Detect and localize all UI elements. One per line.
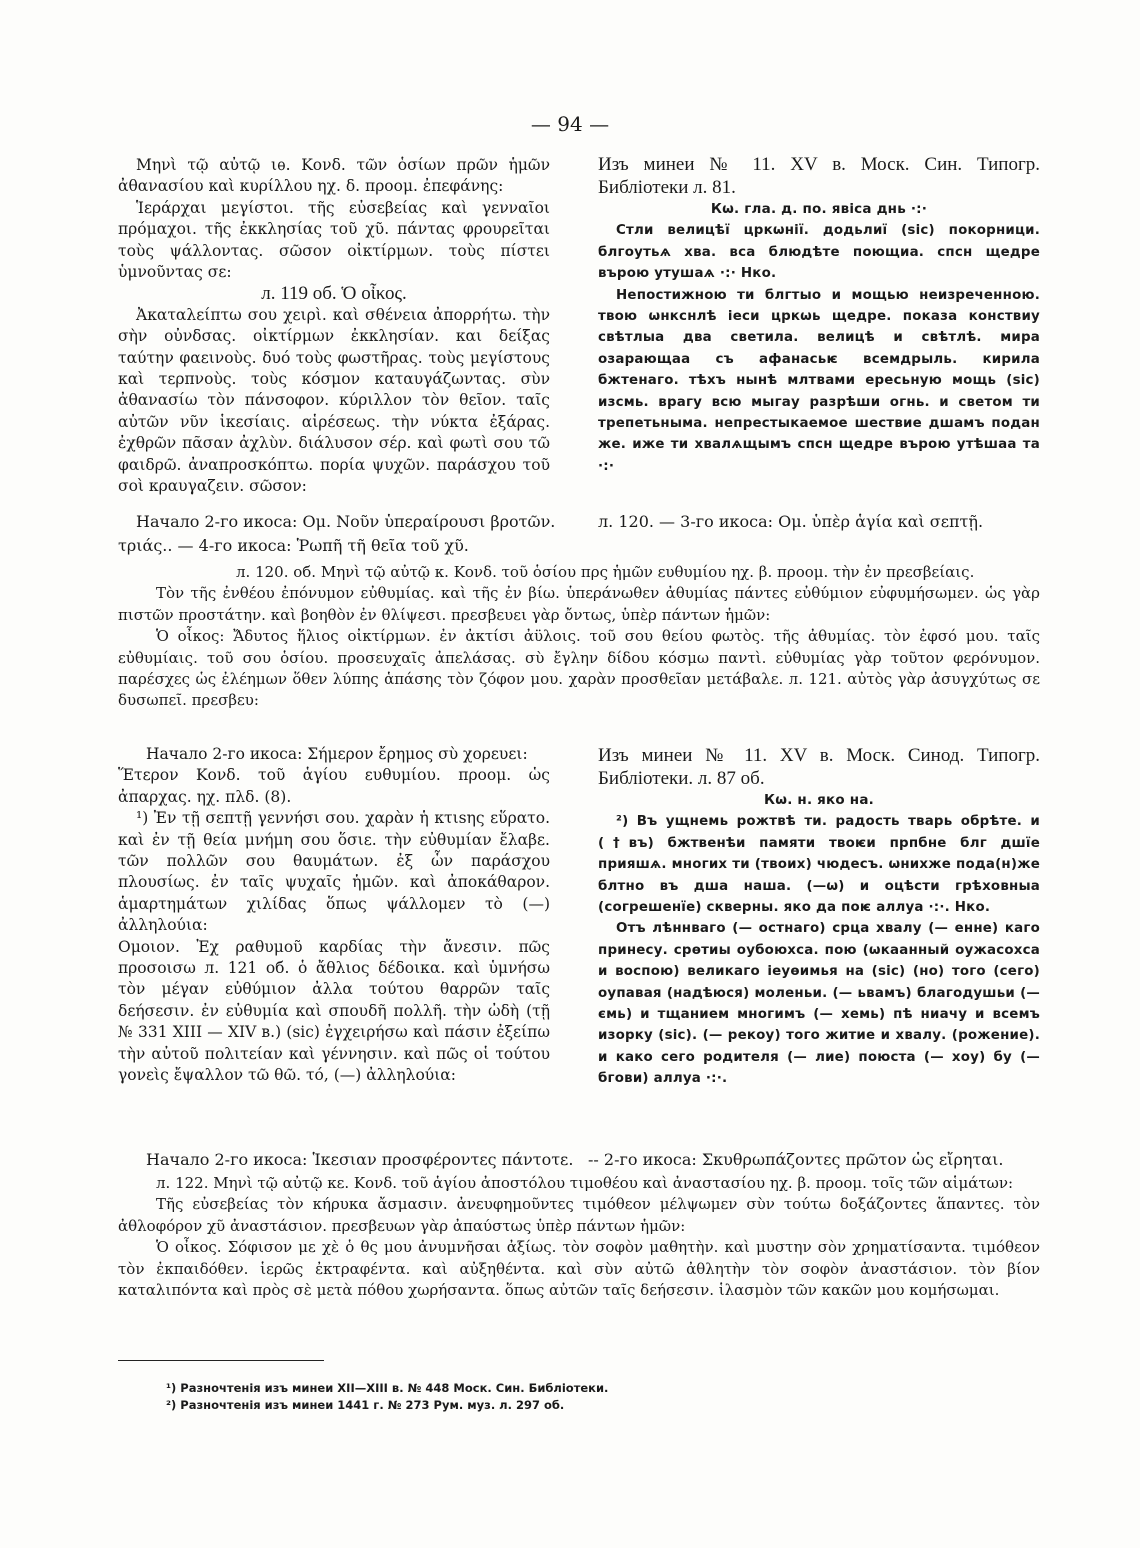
slavonic-ikos-2: Отъ лѣннваго (— остнаго) срца хвалу (— енне) каго принесу. срѳтиы оубоюхса. пою (ѡкаанный оужасохса и воспою) великаго іеуѳимья на (sic) (но) того (сего) оупавая (надѣюся) моленьи. (— ьвамъ) благодушьи (— ємь) и тщанием многимъ (— хемь) пѣ ниачу и всемъ изорку (sic). (— рекоу) того житие и хвалу. (рожение). и како сего родителя (— лие) поюста (— хоу) бу (— бгови) аллуа ·:·.	[598, 921, 1040, 1087]
kontakion-heading: Μηνὶ τῷ αὐτῷ ιѳ. Κονδ. τῶν ὁσίων πρῶν ἡμῶν ἀθανασίου καὶ κυρίλλου ηχ. δ. προομ. ἐπεφάνης:	[118, 156, 550, 196]
timothy-section	[118, 1173, 1040, 1301]
euthymius-kontakion: Τὸν τῆς ἐνθέου ἐπόνυμον εὐθυμίας. καὶ τῆς ἐν βίω. ὑπεράνωθεν ἀθυμίας πάντες εὐθύμιον εὐφυμήσωμεν. ὡς γὰρ πιστῶν προστάτην. καὶ βοηθὸν ἐν θλίψεσι. πρεσβευει γὰρ ὄντως, ὑπὲρ πάντων ἡμῶν:	[118, 584, 1040, 624]
ikos-incipits-row	[118, 512, 1040, 531]
ikos-incipits-row-2	[118, 1150, 1040, 1169]
tone-heading-2: Кѡ. н. яко на.	[764, 792, 874, 808]
footnote-2: ²) Разночтенія изъ минеи 1441 г. № 273 Рум. муз. л. 297 об.	[166, 1398, 565, 1412]
ikos-2-incipit-right: -- 2-го икоса: Σκυθρωπάζοντες πρῶτον ὡς εἴρηται.	[588, 1150, 1004, 1169]
footnotes	[118, 1380, 1018, 1414]
page-number: — 94 —	[530, 112, 610, 136]
slavonic-column-2	[598, 744, 1040, 1090]
other-kontakion-text: ¹) Ἐν τῇ σεπτῇ γεννήσι σου. χαρὰν ἡ κτιsης εὕρατο. καὶ ἐν τῇ θεία μνήμη σου ὅσιε. τὴν εὐθυμίαν ἔλαβε. τῶν πολλῶν σου θαυμάτων. ἐξ ὧν παράσχου πλουσίως. ἐν ταῖς ψυχαῖς ἡμῶν. καὶ ἀποκάθαρον. ἁμαρτημάτων χιλίδας ὅπως ψάλλομεν τὸ (—) ἀλληλούια:	[118, 809, 550, 935]
ikos-2-incipit: Начало 2-го икоса: Ομ. Νοῦν ὑπεραίρουσι βροτῶν.	[136, 512, 556, 531]
slavonic-kontakion: Стли велицѣї цркѡнії. додьлиї (sic) покорници. блгоутьѧ хва. вса блюдѣте поющиа. спсн щедре върою утушаѧ ·:· Нко.	[598, 223, 1040, 282]
ikos-4-incipit: τριάς.. — 4-го икоса: Ῥωπῆ τῆ θεῖα τοῦ χῦ.	[118, 536, 469, 555]
source-heading-2: Изъ минеи № 11. XV в. Моск. Синод. Типогр. Библіотеки. л. 87 об.	[598, 745, 1040, 789]
other-ikos-text: Ομοιον. Ἐχ ραθυμοῦ καρδίας τὴν ἄνεσιν. πῶς προσοισω л. 121 об. ὁ ἄθλιος δέδοικα. καὶ ὑμνήσω τὸν μέγαν εὐθύμιον ἀλλα τούτου θαρρῶν ταῖς δεήσεσιν. ἐν εὐθυμία καὶ σπουδῆ πολλῆ. τὴν ὠδὴ (τῇ № 331 XIII — XIV в.) (sic) ἐγχειρήσω καὶ πάσιν ἐξείπω τὴν αὐτοῦ πολιτείαν καὶ γέννησιν. καὶ πῶς οἱ τούτου γονεὶς ἔψαλλον τῶ θῶ. τό, (—) ἀλληλούια:	[118, 937, 550, 1085]
slavonic-column-1	[598, 153, 1040, 477]
timothy-ikos: Ὁ οἶκος. Σόφισον με χὲ ὁ θς μου ἀνυμνῆσαι ἀξίως. τὸν σοφὸν μαθητὴν. καὶ μυστην σὸν χρηματίσαντα. τιμόθεον τὸν ἐκπαιδόθεν. ἱερῶς ἐκτραφέντα. καὶ αὐξηθέντα. καὶ σὺν αὐτῶ ἀθλητὴν τὸν σοφὸν ἀναστάσιον. τὸν βίον καταλιπόντα καὶ πρὸς σὲ μετὰ πόθου χωρήσαντα. ὅπως αὐτῶν ταῖς δεήσεσιν. ἱλασμὸν τῶν κακῶν μου κομήσωμαι.	[118, 1238, 1040, 1300]
ikos-text: Ἀκαταλείπτω σου χειρὶ. καὶ σθένεια ἀπορρήτω. τὴν σὴν οὐνδσας. οἰκτίρμων ἐκκλησίαν. και δείξας ταύτην φαεινοὺς. δυό τοὺς φωστῆρας. τοὺς μεγίστους καὶ τερπνοὺς. τοὺς κόσμον καταυγάζωντας. σὺν ἀθανασίω τὸν πάνσοφον. κύριλλον τὸν θεῖον. ταῖς αὐτῶν νῦν ἱκεσίαις. αἱρέσεως. τὴν νύκτα ἐξάρας. ἐχθρῶν πᾶσαν ἀχλὺν. διάλυσον σέρ. καὶ φωτὶ σου τῶ φαιδρῶ. ἀναπροσκόπτω. πορία ψυχῶν. παράσχου τοῦ σοὶ κραυγαζειν. σῶσον:	[118, 305, 550, 496]
greek-column-2	[118, 744, 550, 1087]
timothy-heading: л. 122. Μηνὶ τῷ αὐτῷ κε. Κονδ. τοῦ ἁγίου ἀποστόλου τιμοθέου καὶ ἀναστασίου ηχ. β. προομ. τοῖς τῶν αἱμάτων:	[156, 1174, 1014, 1192]
slavonic-kontakion-2: ²) Въ ущнемь рожтвѣ ти. радость тварь обрѣте. и (†въ) бжтвенѣи памяти твоѥи прпбне блг дшїе прияшѧ. многих ти (твоих) чюдесъ. ѡнихже пода(н)же блтно въ дша наша. (—ѡ) и оцѣсти грѣховныа (согрешенїе) скверны. яко да поѥ аллуа ·:·. Нко.	[598, 814, 1040, 916]
euthymius-ikos: Ὁ οἶκος: Ἄδυτος ἥλιος οἰκτίρμων. ἐν ἀκτίσι ἀϋλοις. τοῦ σου θείου φωτὸς. τῆς ἀθυμίας. τὸν ἐφσό μου. ταῖς εὐθυμίαις. τοῦ σου ὁσίου. προσευχαῖς ἀπελάσας. σὺ ἔγλην δίδου κόσμω παντὶ. εὐθυμίας γὰρ τοῦτον φερόνυμον. παρέσχες ὡς ἐλέημων ὅθεν λύπης ἁπάσης τὸν ζόφον μου. χαρὰν προσθεῖαν μετάβαλε. л. 121. αὐτὸς γὰρ ἀσυγχύτως σε δυσωπεῖ. πρεσβευ:	[118, 627, 1040, 710]
timothy-kontakion: Τῆς εὐσεβείας τὸν κήρυκα ἄσμασιν. ἀνευφημοῦντες τιμόθεον μέλψωμεν σὺν τούτω δοξάζοντες ἅπαντες. τὸν ἀθλοφόρον χῦ ἀναστάσιον. πρεσβευων γὰρ ἀπαύστως ὑπὲρ πάντων ἡμῶν:	[118, 1195, 1040, 1235]
euthymius-heading: л. 120. об. Μηνὶ τῷ αὐτῷ κ. Κονδ. τοῦ ὁσίου πρς ἡμῶν ευθυμίου ηχ. β. προομ. τὴν ἐν πρεσβείαις.	[236, 563, 975, 581]
other-kontakion-heading: Ἕτερον Κονδ. τοῦ ἁγίου ευθυμίου. προομ. ὡς ἀπαρχας. ηχ. πλδ. (8).	[118, 766, 550, 806]
ikos-incipit-heading: Начало 2-го икоса: Σήμερον ἔρημος σὺ χορευει:	[146, 745, 528, 763]
euthymius-section	[118, 562, 1040, 712]
greek-column-1	[118, 155, 550, 498]
ikos-2-incipit-left: Начало 2-го икоса: Ἱκεσιαν προσφέροντες πάντοτε.	[146, 1150, 574, 1169]
kontakion-text: Ἱεράρχαι μεγίστοι. τῆς εὐσεβείας καὶ γενναῖοι πρόμαχοι. τῆς ἐκκλησίας τοῦ χῦ. πάντας φρουρεῖται τοὺς ψάλλοντας. σῶσον οἰκτίρμων. τοὺς πίστει ὑμνοῦντας σε:	[118, 198, 550, 282]
tone-heading: Кѡ. гла. д. по. явіса днь ·:·	[710, 201, 928, 217]
footnote-divider	[118, 1360, 324, 1361]
source-heading: Изъ минеи № 11. XV в. Моск. Син. Типогр. Библіотеки л. 81.	[598, 154, 1040, 198]
ikos-4-row	[118, 536, 1040, 555]
folio-ikos-heading: л. 119 об. Ὁ οἶκος.	[261, 283, 407, 305]
ikos-3-incipit: л. 120. — 3-го икоса: Ομ. ὑπὲρ ἁγία καὶ σεπτῇ.	[598, 512, 984, 531]
slavonic-ikos: Непостижною ти блгтыо и мощью неизреченною. твою ѡнкснлѣ іеси цркѡь щедре. показа конствиу свѣтлыа два светила. велицѣ и свѣтлѣ. мира озарающаа съ афанасьѥ всемдрыль. кирила бжтенаго. тѣхъ нынѣ млтвами ересьную мощь (sic) изсмь. врагу всю мыгау разрѣши огнь. и светом ти трепетьныма. непрестыкаемое шествие дшамъ подан же. иже ти хвалѧщымъ спсн щедре върою утѣшаа та ·:·	[598, 287, 1040, 474]
footnote-1: ¹) Разночтенія изъ минеи XII—XIII в. № 448 Моск. Син. Библіотеки.	[166, 1381, 609, 1395]
